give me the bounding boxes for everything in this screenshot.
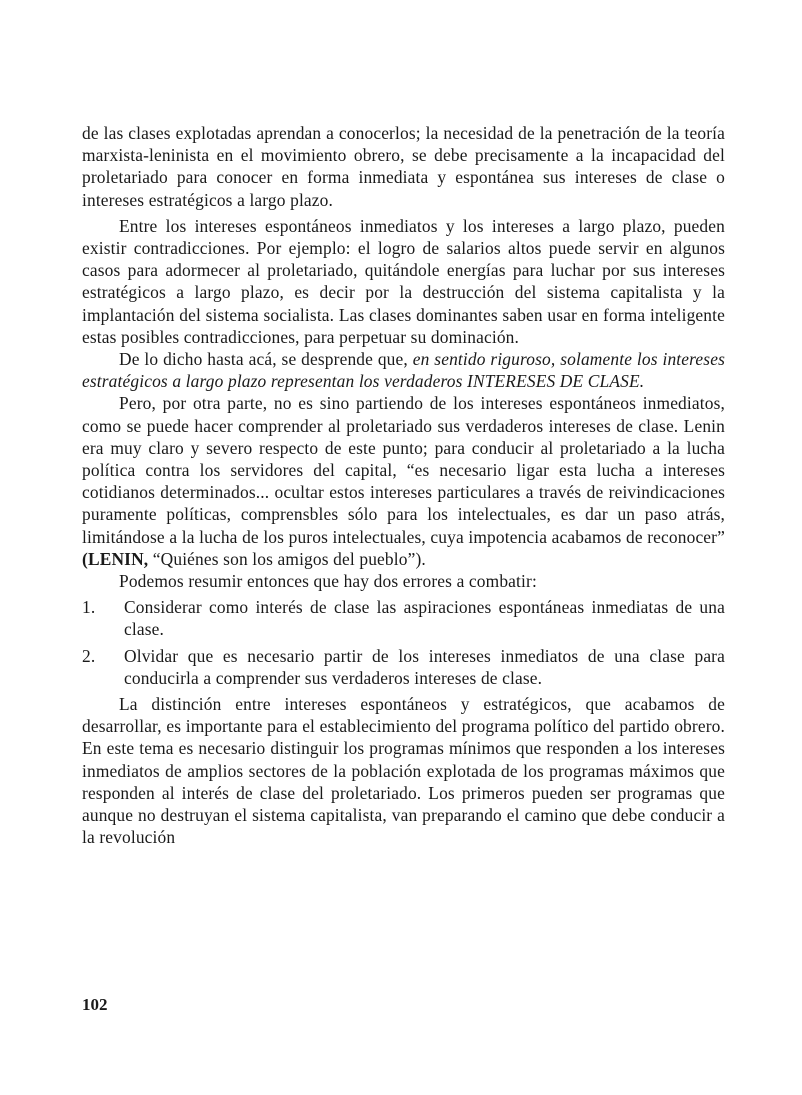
list-item [82,645,725,689]
list-item-number: 1. [82,597,96,618]
list-item-text: Considerar como interés de clase las aspiraciones espontáneas inmediatas de una clase. [124,597,725,640]
paragraph-1: de las clases explotadas aprendan a conocerlos; la necesidad de la penetración de la teoría marxista-leninista en el movimiento obrero, se debe precisamente a la incapacidad del proletariado para conocer en forma inmediata y espontánea sus intereses de clase o intereses estratégicos a largo plazo. [82,123,725,210]
errors-list [82,596,725,689]
list-item-number: 2. [82,645,96,666]
paragraph-3-emphasis: en sentido riguroso, solamente los intereses estratégicos a largo plazo representan los verdaderos INTERESES DE CLASE. [82,349,725,392]
page-body [82,122,725,849]
paragraph-4-text: Pero, por otra parte, no es sino partiendo de los intereses espontáneos inmediatos, como se puede hacer comprender al proletariado sus verdaderos intereses de clase. Lenin era muy claro y severo respecto de este punto; para conducir al proletariado a la lucha política contra los servidores del capital, “es necesario ligar esta lucha a intereses cotidianos determinados... ocultar estos intereses particulares a través de reivindicaciones puramente políticas, comprensbles sólo para los intelectuales, es dar un paso atrás, limitándose a la lucha de los puros intelectuales, cuya impotencia acabamos de reconocer” [82,393,725,547]
paragraph-4-citation-author: (LENIN, [82,548,149,569]
paragraph-4-citation-title: “Quiénes son los amigos del pueblo”). [148,548,426,569]
page-number: 102 [82,995,108,1014]
paragraph-6: La distinción entre intereses espontáneos y estratégicos, que acabamos de desarrollar, es importante para el establecimiento del programa político del partido obrero. En este tema es necesario distinguir los programas mínimos que responden a los intereses inmediatos de amplios sectores de la población explotada de los programas máximos que responden al interés de clase del proletariado. Los primeros pueden ser programas que aunque no destruyan el sistema capitalista, van preparando el camino que debe conducir a la revolución [82,694,725,848]
paragraph-2: Entre los intereses espontáneos inmediatos y los intereses a largo plazo, pueden existir contradicciones. Por ejemplo: el logro de salarios altos puede servir en algunos casos para adormecer al proletariado, quitándole energías para luchar por sus intereses estratégicos a largo plazo, es decir por la destrucción del sistema capitalista y la implantación del sistema socialista. Las clases dominantes saben usar en forma inteligente estas posibles contradicciones, para perpetuar su dominación. [82,215,725,347]
paragraph-3 [82,348,725,392]
list-item-text: Olvidar que es necesario partir de los intereses inmediatos de una clase para conducirla a comprender sus verdaderos intereses de clase. [124,645,725,688]
paragraph-4 [82,392,725,570]
paragraph-5: Podemos resumir entonces que hay dos errores a combatir: [119,571,537,592]
list-item [82,596,725,640]
paragraph-3-text: De lo dicho hasta acá, se desprende que, [119,349,413,370]
